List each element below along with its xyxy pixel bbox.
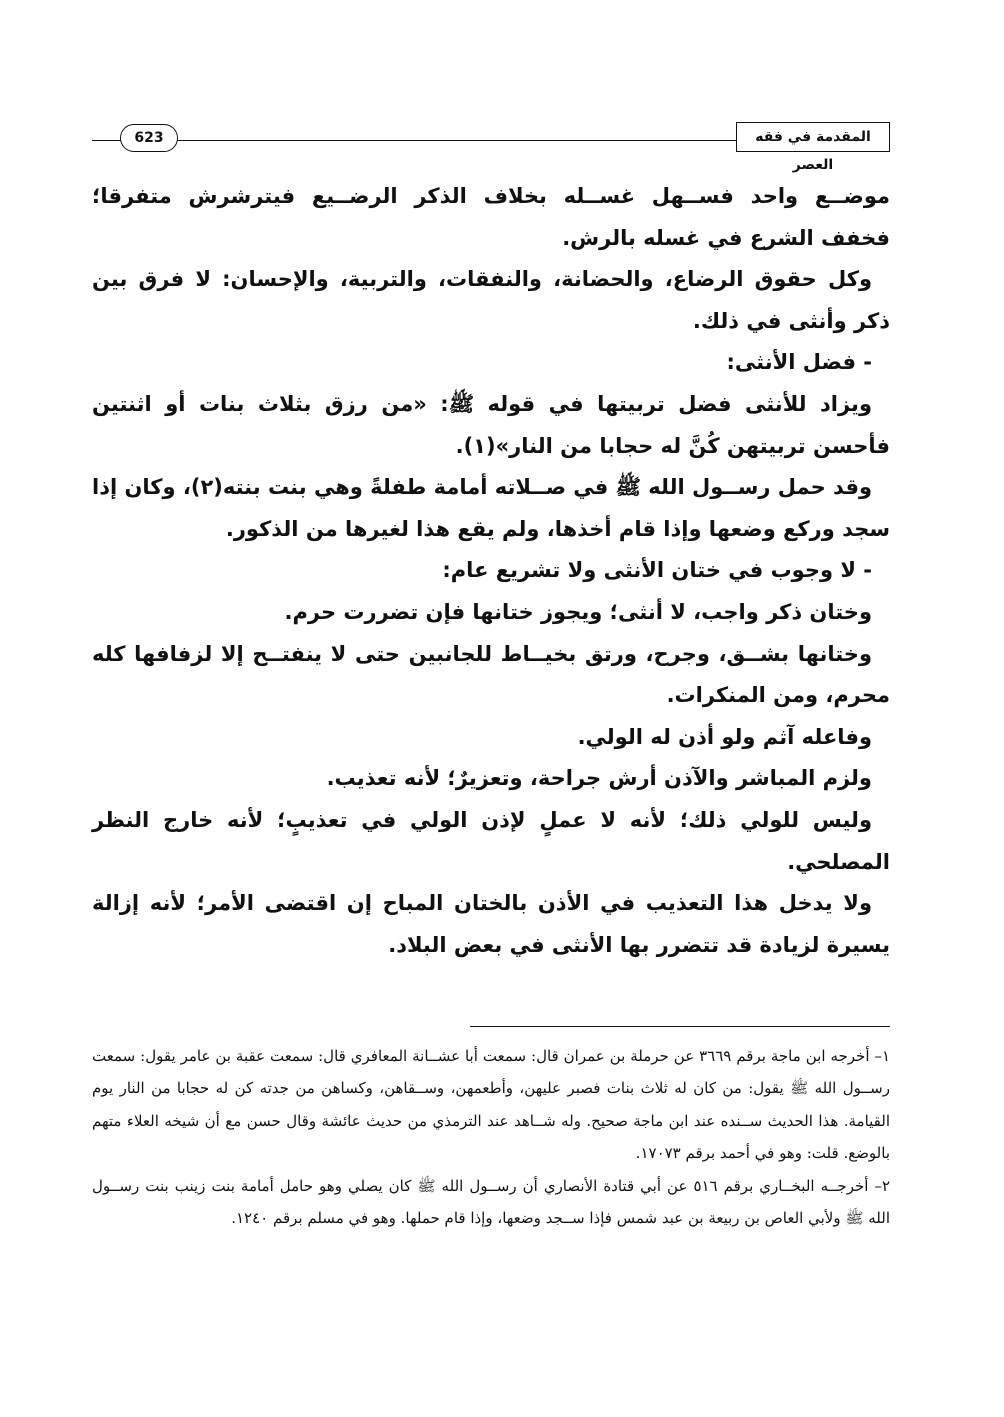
footnotes [92, 1040, 890, 1234]
paragraph: ولا يدخل هذا التعذيب في الأذن بالختان المباح إن اقتضى الأمر؛ لأنه إزالة يسيرة لزيادة قد تتضرر بها الأنثى في بعض البلاد. [92, 891, 890, 957]
paragraph: وختانها بشــق، وجرح، ورتق بخيــاط للجانبين حتى لا ينفتــح إلا لزفافها كله محرم، ومن المنكرات. [92, 641, 890, 708]
section-heading-circumcision: - لا وجوب في ختان الأنثى ولا تشريع عام: [442, 558, 872, 583]
paragraph: ولزم المباشر والآذن أرش جراحة، وتعزيرٌ؛ لأنه تعذيب. [326, 766, 872, 791]
book-title: المقدمة في فقه العصر [736, 122, 890, 152]
paragraph: وختان ذكر واجب، لا أنثى؛ ويجوز ختانها فإن تضررت حرم. [284, 599, 872, 624]
paragraph: وقد حمل رســول الله ﷺ في صــلاته أمامة طفلةً وهي بنت بنته(٢)، وكان إذا سجد وركع وضعها وإذا قام أخذها، ولم يقع هذا لغيرها من الذكور. [92, 475, 890, 541]
footnote-1: ١– أخرجه ابن ماجة برقم ٣٦٦٩ عن حرملة بن عمران قال: سمعت أبا عشــانة المعافري قال: سمعت عقبة بن عامر يقول: سمعت رســول الله ﷺ يقول: من كان له ثلاث بنات فصبر عليهن، وأطعمهن، وســقاهن، وكساهن من جدته كن له حجابا من النار يوم القيامة. هذا الحديث ســنده عند ابن ماجة صحيح. وله شــاهد عند الترمذي من حديث عائشة وقال حسن مع أن شيخه العلاء متهم بالوضع. قلت: وهو في أحمد برقم ١٧٠٧٣. [92, 1047, 891, 1163]
paragraph: وفاعله آثم ولو أذن له الولي. [577, 724, 872, 749]
paragraph: وليس للولي ذلك؛ لأنه لا عملٍ لإذن الولي في تعذيبٍ؛ لأنه خارج النظر المصلحي. [92, 807, 890, 874]
paragraph: وكل حقوق الرضاع، والحضانة، والنفقات، والتربية، والإحسان: لا فرق بين ذكر وأنثى في ذلك. [92, 267, 890, 333]
page-header [92, 116, 890, 173]
paragraph: ويزاد للأنثى فضل تربيتها في قوله ﷺ: «من رزق بثلاث بنات أو اثنتين فأحسن تربيتهن كُنَّ له حجابا من النار»(١). [92, 391, 890, 458]
footnote-separator [470, 1026, 890, 1027]
main-text [92, 176, 890, 966]
section-heading-female-virtue: - فضل الأنثى: [726, 350, 872, 375]
footnote-2: ٢– أخرجــه البخــاري برقم ٥١٦ عن أبي قتادة الأنصاري أن رســول الله ﷺ كان يصلي وهو حامل أمامة بنت زينب بنت رســول الله ﷺ ولأبي العاص بن ربيعة بن عبد شمس فإذا ســجد وضعها، وإذا قام حملها. وهو في مسلم برقم ١٢٤٠. [92, 1176, 891, 1228]
page-number: 623 [120, 124, 178, 152]
paragraph: موضــع واحد فســهل غســله بخلاف الذكر الرضــيع فيترشرش متفرقا؛ فخفف الشرع في غسله بالرش. [92, 184, 890, 250]
